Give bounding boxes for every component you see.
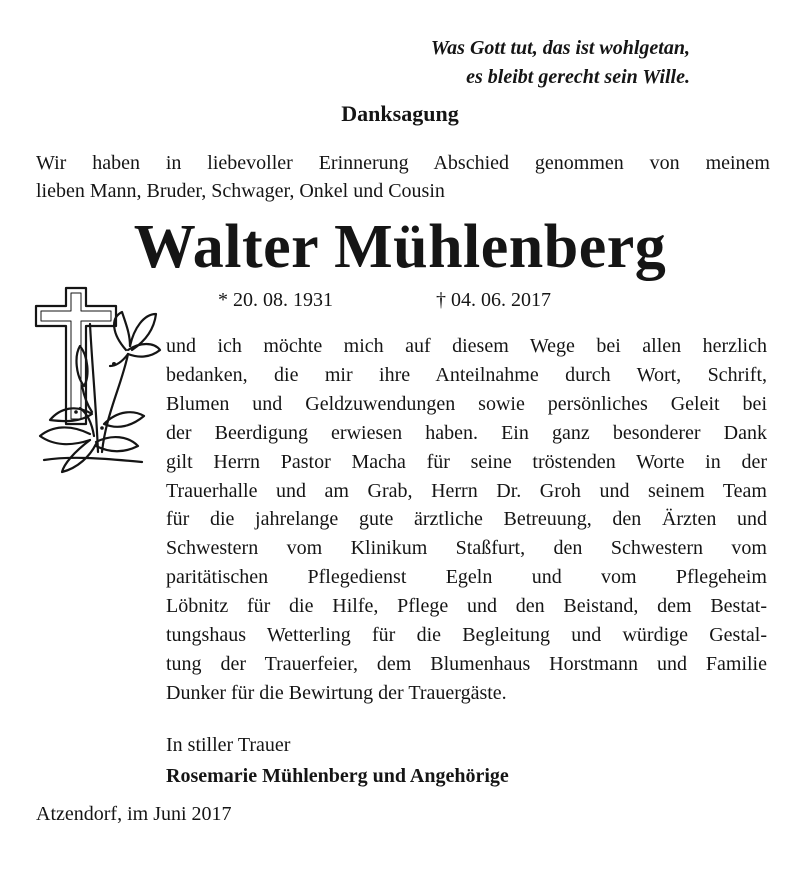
closing-line: In stiller Trauer xyxy=(166,734,291,756)
body-line: gilt Herrn Pastor Macha für seine tröstenden Worte in der xyxy=(166,450,767,473)
body-line: Blumen und Geldzuwendungen sowie persönliches Geleit bei xyxy=(166,392,767,415)
body-line: Löbnitz für die Hilfe, Pflege und den Beistand, dem Bestat- xyxy=(166,595,767,618)
intro-paragraph xyxy=(36,149,770,205)
intro-line-2: lieben Mann, Bruder, Schwager, Onkel und Cousin xyxy=(36,180,445,202)
body-line: tungshaus Wetterling für die Begleitung und würdige Gestal- xyxy=(166,624,767,647)
place-date: Atzendorf, im Juni 2017 xyxy=(36,803,232,825)
body-line: und ich möchte mich auf diesem Wege bei allen herzlich xyxy=(166,335,767,357)
body-line: der Beerdigung erwiesen haben. Ein ganz besonderer Dank xyxy=(166,421,767,444)
birth-date: * 20. 08. 1931 xyxy=(218,289,333,311)
body-line: Trauerhalle und am Grab, Herrn Dr. Groh und seinem Team xyxy=(166,479,767,502)
motto-verse xyxy=(270,34,690,92)
body-line: Dunker für die Bewirtung der Trauergäste. xyxy=(166,681,507,704)
motto-line-1: Was Gott tut, das ist wohlgetan, xyxy=(430,37,690,59)
intro-line-1: Wir haben in liebevoller Erinnerung Abschied genommen von meinem xyxy=(36,152,770,174)
body-line: bedanken, die mir ihre Anteilnahme durch Wort, Schrift, xyxy=(166,363,767,386)
body-line: für die jahrelange gute ärztliche Betreuung, den Ärzten und xyxy=(166,508,767,531)
closing-block xyxy=(166,730,509,792)
body-line: Schwestern vom Klinikum Staßfurt, den Schwestern vom xyxy=(166,537,767,560)
thanks-body xyxy=(166,332,767,708)
death-date: † 04. 06. 2017 xyxy=(436,289,551,311)
motto-line-2: es bleibt gerecht sein Wille. xyxy=(466,66,690,88)
heading: Danksagung xyxy=(341,101,459,126)
deceased-name: Walter Mühlenberg xyxy=(133,213,667,281)
signers: Rosemarie Mühlenberg und Angehörige xyxy=(166,765,509,787)
cross-with-lilies-icon xyxy=(30,284,162,474)
body-line: paritätischen Pflegedienst Egeln und vom Pflegeheim xyxy=(166,566,767,589)
body-line: tung der Trauerfeier, dem Blumenhaus Horstmann und Familie xyxy=(166,652,767,675)
